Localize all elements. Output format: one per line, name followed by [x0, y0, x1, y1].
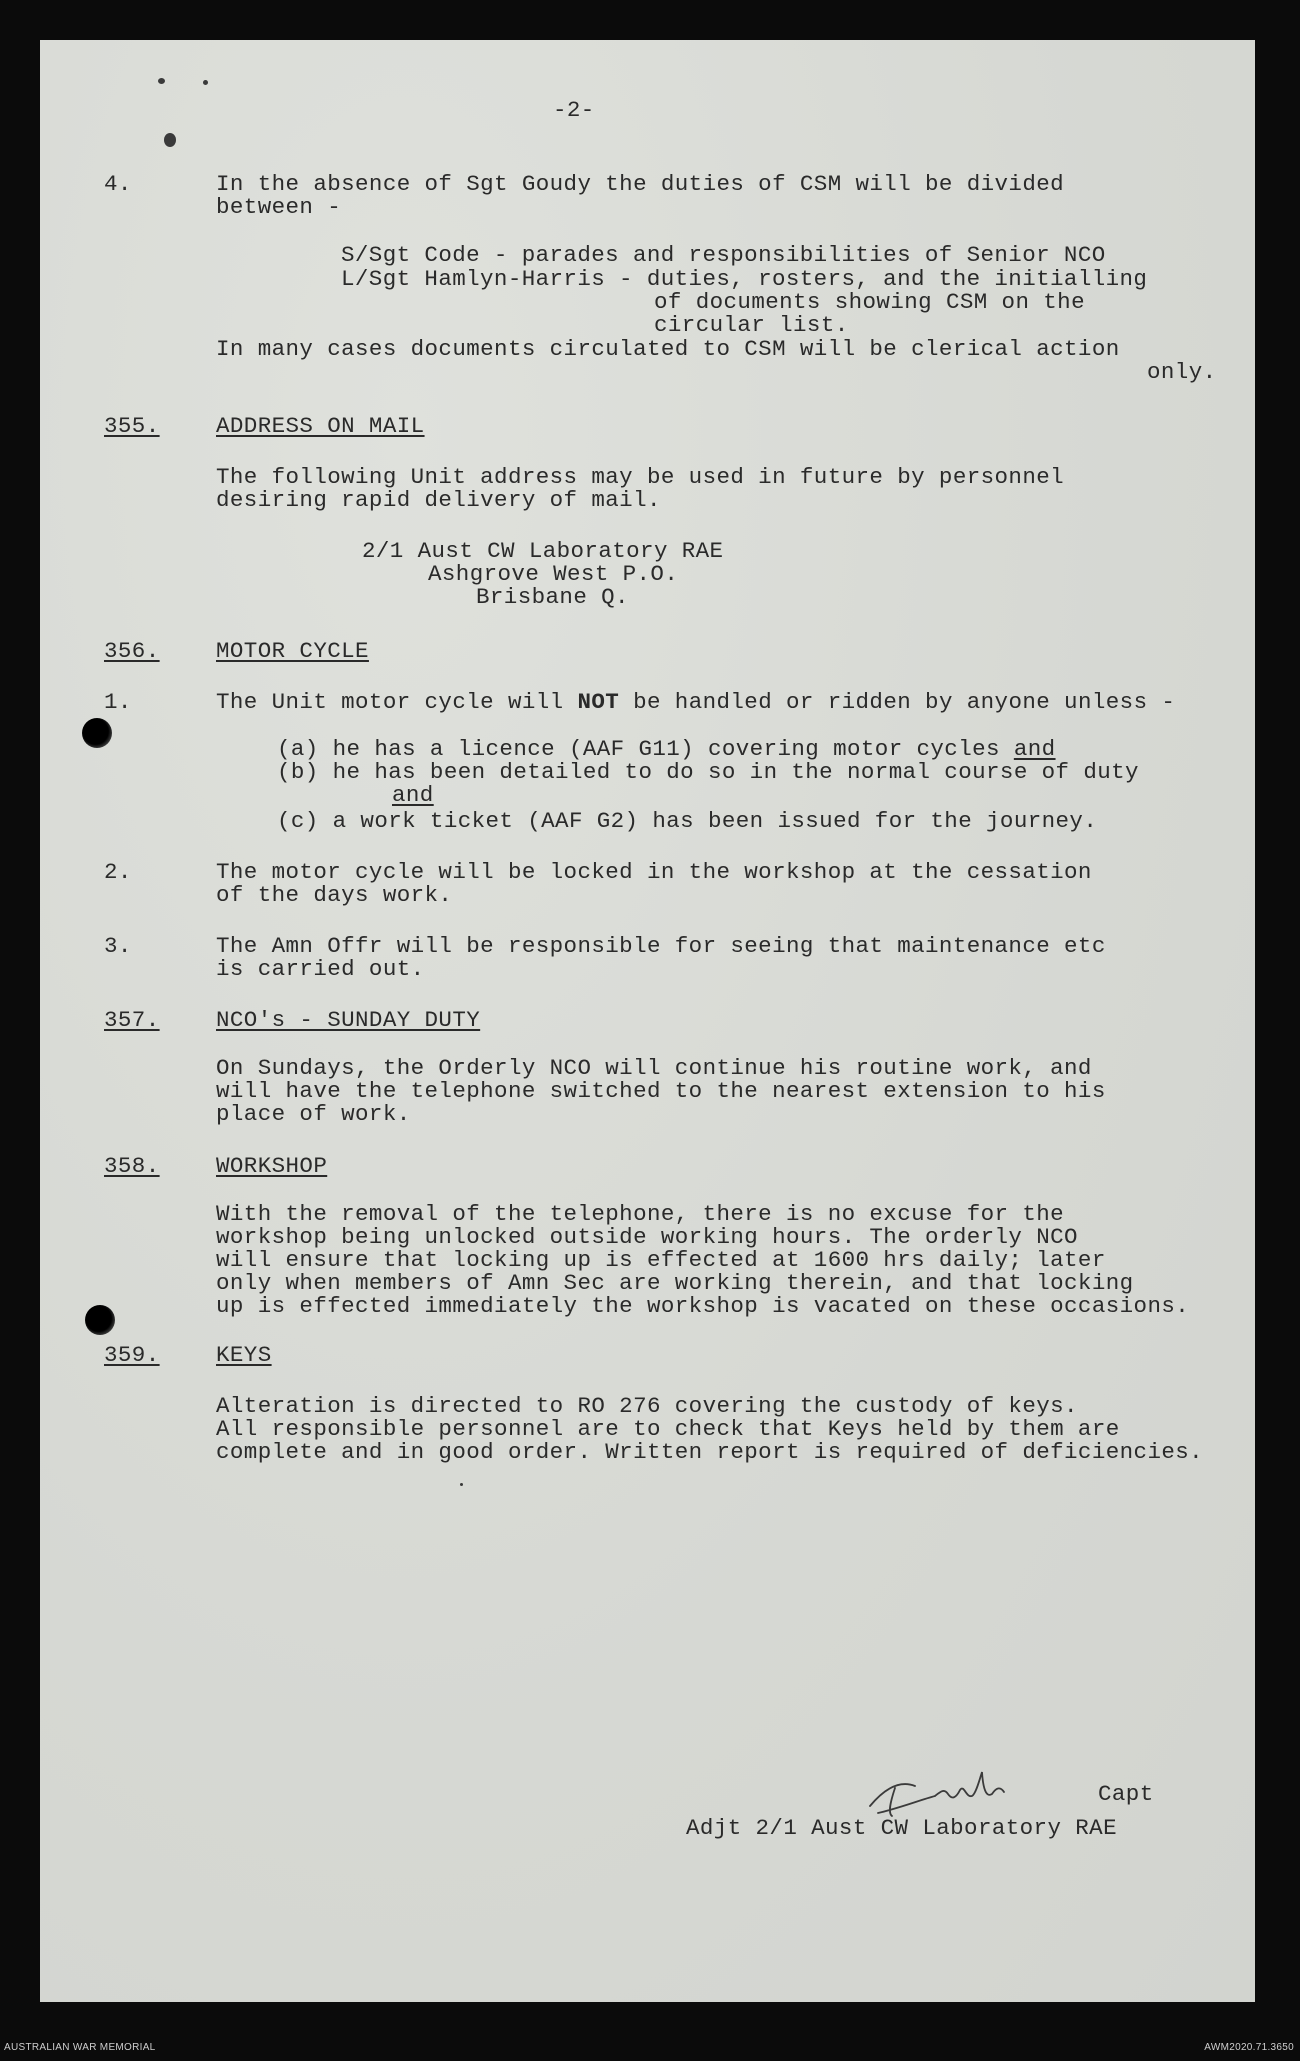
section-359-line1: Alteration is directed to RO 276 covering the custody of keys. [216, 1393, 1078, 1419]
section-356-para3-number: 3. [104, 933, 132, 959]
section-358-title: WORKSHOP [216, 1153, 328, 1179]
ink-speck [460, 1483, 463, 1486]
footer-credit: AUSTRALIAN WAR MEMORIAL [4, 2042, 156, 2053]
punch-hole-bottom [85, 1305, 115, 1335]
and-emphasis-a: and [1013, 736, 1056, 762]
section-358-line5: up is effected immediately the workshop is vacated on these occasions. [216, 1293, 1190, 1319]
punch-hole-top [82, 718, 112, 748]
para4-line2: between - [216, 194, 342, 220]
address-line2: Ashgrove West P.O. [428, 561, 679, 587]
footer-reference: AWM2020.71.3650 [1204, 2042, 1294, 2053]
section-358-line1: With the removal of the telephone, there is no excuse for the [216, 1201, 1065, 1227]
section-356-para3-line2: is carried out. [216, 956, 425, 982]
ink-speck [164, 133, 176, 147]
section-358-line4: only when members of Amn Sec are working therein, and that locking [216, 1270, 1134, 1296]
section-356-para2-line2: of the days work. [216, 882, 453, 908]
section-358-line3: will ensure that locking up is effected at 1600 hrs daily; later [216, 1247, 1106, 1273]
condition-a: (a) he has a licence (AAF G11) covering motor cycles and [277, 736, 1056, 762]
section-355-number: 355. [104, 413, 160, 439]
page-number: -2- [553, 97, 595, 123]
condition-b: (b) he has been detailed to do so in the normal course of duty [277, 759, 1139, 785]
address-line3: Brisbane Q. [476, 584, 629, 610]
para4-sub3: of documents showing CSM on the [654, 289, 1085, 315]
not-emphasis: NOT [577, 689, 620, 715]
and-emphasis-b: and [392, 782, 434, 808]
section-356-para1: The Unit motor cycle will NOT be handled or ridden by anyone unless - [216, 689, 1176, 715]
para4-sub4: circular list. [654, 312, 849, 338]
signoff-rank: Capt [1098, 1781, 1154, 1807]
section-359-line2: All responsible personnel are to check that Keys held by them are [216, 1416, 1120, 1442]
section-356-number: 356. [104, 638, 160, 664]
section-356-para2-line1: The motor cycle will be locked in the workshop at the cessation [216, 859, 1092, 885]
section-358-line2: workshop being unlocked outside working hours. The orderly NCO [216, 1224, 1078, 1250]
section-359-line3: complete and in good order. Written report is required of deficiencies. [216, 1439, 1204, 1465]
signoff-appointment: Adjt 2/1 Aust CW Laboratory RAE [686, 1815, 1117, 1841]
section-356-para1-number: 1. [104, 689, 132, 715]
para4-number: 4. [104, 171, 132, 197]
section-357-line2: will have the telephone switched to the nearest extension to his [216, 1078, 1106, 1104]
section-357-title: NCO's - SUNDAY DUTY [216, 1007, 481, 1033]
para4-sub2: L/Sgt Hamlyn-Harris - duties, rosters, and the initialling [341, 266, 1148, 292]
ink-speck [158, 78, 165, 84]
section-355-line2: desiring rapid delivery of mail. [216, 487, 661, 513]
section-358-number: 358. [104, 1153, 160, 1179]
section-355-line1: The following Unit address may be used in future by personnel [216, 464, 1065, 490]
document-page [40, 40, 1255, 2002]
para4-line3: In many cases documents circulated to CSM will be clerical action [216, 336, 1120, 362]
condition-c: (c) a work ticket (AAF G2) has been issued for the journey. [277, 808, 1098, 834]
section-359-number: 359. [104, 1342, 160, 1368]
section-356-title: MOTOR CYCLE [216, 638, 369, 664]
para4-line1: In the absence of Sgt Goudy the duties of CSM will be divided [216, 171, 1065, 197]
address-line1: 2/1 Aust CW Laboratory RAE [362, 538, 724, 564]
section-356-para2-number: 2. [104, 859, 132, 885]
section-357-line1: On Sundays, the Orderly NCO will continue his routine work, and [216, 1055, 1092, 1081]
section-357-number: 357. [104, 1007, 160, 1033]
section-357-line3: place of work. [216, 1101, 411, 1127]
section-355-title: ADDRESS ON MAIL [216, 413, 425, 439]
ink-speck [203, 80, 208, 85]
section-359-title: KEYS [216, 1342, 272, 1368]
section-356-para3-line1: The Amn Offr will be responsible for seeing that maintenance etc [216, 933, 1106, 959]
para4-sub1: S/Sgt Code - parades and responsibilities of Senior NCO [341, 242, 1106, 268]
para4-line4: only. [1147, 359, 1217, 385]
